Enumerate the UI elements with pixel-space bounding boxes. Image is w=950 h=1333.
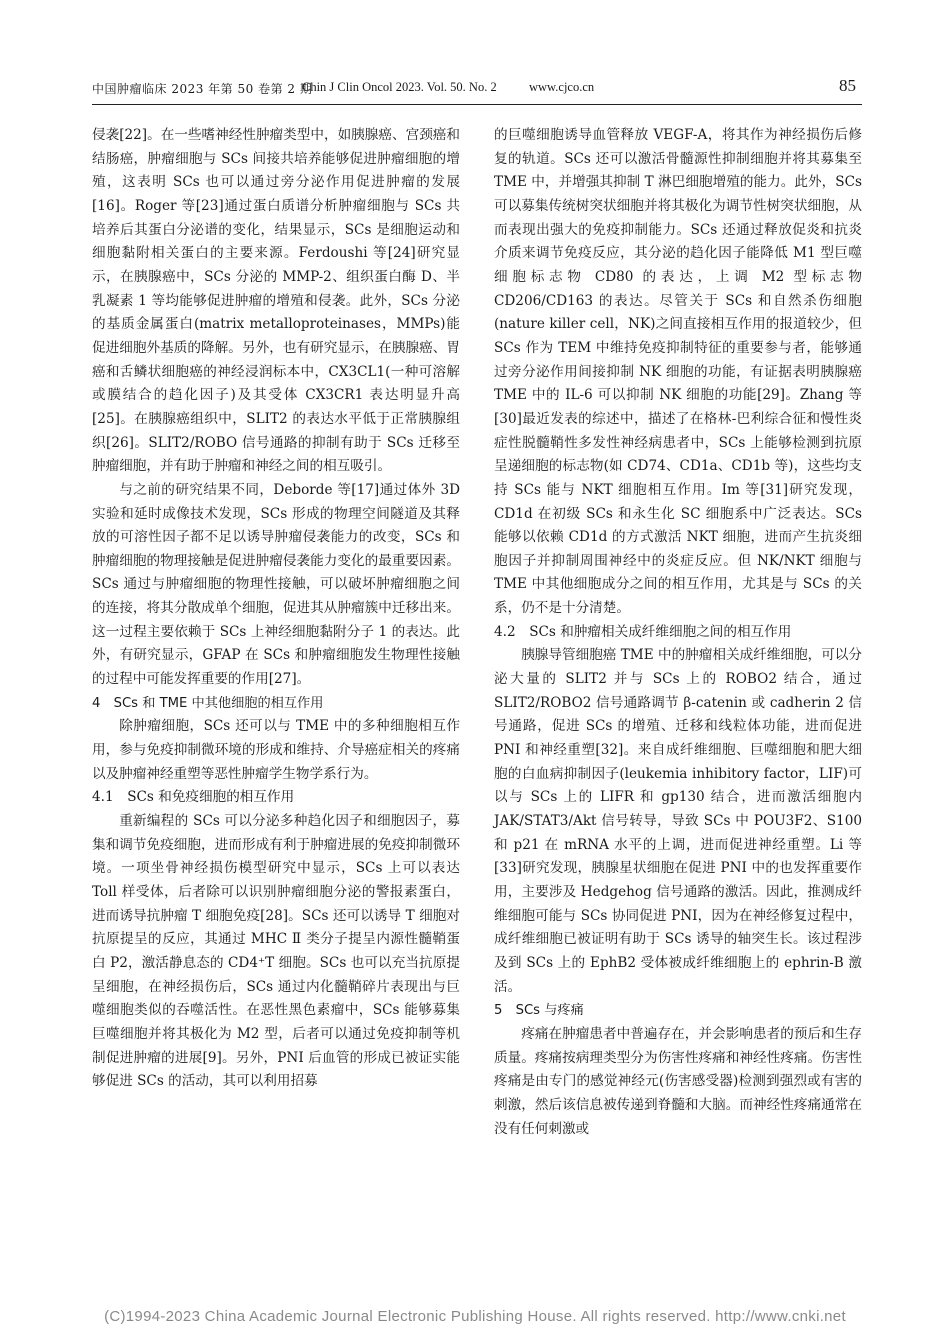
journal-title-cn: 中国肿瘤临床 2023 年第 50 卷第 2 期 — [92, 82, 313, 96]
running-header — [92, 76, 862, 102]
paragraph: 疼痛在肿瘤患者中普遍存在，并会影响患者的预后和生存质量。疼痛按病理类型分为伤害性疼痛和神经性疼痛。伤害性疼痛是由专门的感觉神经元(伤害感受器)检测到强烈或有害的刺激，然后该信息被传递到脊髓和大脑。而神经性疼痛通常在没有任何刺激或 — [494, 1025, 862, 1137]
paragraph: 胰腺导管细胞癌 TME 中的肿瘤相关成纤维细胞，可以分泌大量的 SLIT2 并与 SCs 上的 ROBO2 结合，通过 SLIT2/ROBO2 信号通路调节 β-catenin 或 cadherin 2 信号通路，促进 SCs 的增殖、迁移和线粒体功能，进而促进 PNI 和神经重塑[32]。来自成纤维细胞、巨噬细胞和肥大细胞的白血病抑制因子(leukemia inhibitory factor，LIF)可以与 SCs 上的 LIFR 和 gp130 结合，进而激活细胞内 JAK/STAT3/Akt 信号转导，导致 SCs 中 POU3F2、S100 和 p21 在 mRNA 水平的上调，进而促进神经重塑。Li 等[33]研究发现，胰腺星状细胞在促进 PNI 中的也发挥重要作用，主要涉及 Hedgehog 信号通路的激活。因此，推测成纤维细胞可能与 SCs 协同促进 PNI，因为在神经修复过程中，成纤维细胞已被证明有助于 SCs 诱导的轴突生长。该过程涉及到 SCs 上的 EphB2 受体被成纤维细胞上的 ephrin-B 激活。 — [494, 647, 862, 995]
paragraph: 侵袭[22]。在一些嗜神经性肿瘤类型中，如胰腺癌、宫颈癌和结肠癌，肿瘤细胞与 SCs 间接共培养能够促进肿瘤细胞的增殖，这表明 SCs 也可以通过旁分泌作用促进肿瘤的发展[16]。Roger 等[23]通过蛋白质谱分析肿瘤细胞与 SCs 共培养后其蛋白分泌谱的变化，结果显示，SCs 是细胞运动和细胞黏附相关蛋白的主要来源。Ferdoushi 等[24]研究显示，在胰腺癌中，SCs 分泌的 MMP-2、组织蛋白酶 D、半乳凝素 1 等均能够促进肿瘤的增殖和侵袭。此外，SCs 分泌的基质金属蛋白(matrix metalloproteinases，MMPs)能促进细胞外基质的降解。另外，也有研究显示，在胰腺癌、胃癌和舌鳞状细胞癌的神经浸润标本中，CX3CL1(一种可溶解或膜结合的趋化因子)及其受体 CX3CR1 表达明显升高[25]。在胰腺癌组织中，SLIT2 的表达水平低于正常胰腺组织[26]。SLIT2/ROBO 信号通路的抑制有助于 SCs 迁移至肿瘤细胞，并有助于肿瘤和神经之间的相互吸引。 — [92, 127, 460, 475]
paragraph: 除肿瘤细胞，SCs 还可以与 TME 中的多种细胞相互作用，参与免疫抑制微环境的形成和维持、介导癌症相关的疼痛以及肿瘤神经重塑等恶性肿瘤学生物学系行为。 — [92, 718, 460, 782]
section-heading: 4 SCs 和 TME 中其他细胞的相互作用 — [92, 695, 324, 711]
paragraph: 与之前的研究结果不同，Deborde 等[17]通过体外 3D 实验和延时成像技术发现，SCs 形成的物理空间隧道及其释放的可溶性因子都不足以诱导肿瘤侵袭能力的改变，SCs 和肿瘤细胞的物理接触是促进肿瘤侵袭能力变化的最重要因素。SCs 通过与肿瘤细胞的物理性接触，可以破坏肿瘤细胞之间的连接，将其分散成单个细胞，促进其从肿瘤簇中迁移出来。这一过程主要依赖于 SCs 上神经细胞黏附分子 1 的表达。此外，有研究显示，GFAP 在 SCs 和肿瘤细胞发生物理性接触的过程中可能发挥重要的作用[27]。 — [92, 481, 460, 688]
journal-url: www.cjco.cn — [529, 80, 595, 94]
right-column — [494, 124, 862, 1141]
section-heading: 5 SCs 与疼痛 — [494, 1003, 584, 1019]
subsection-heading: 4.2 SCs 和肿瘤相关成纤维细胞之间的相互作用 — [494, 623, 792, 640]
paragraph: 重新编程的 SCs 可以分泌多种趋化因子和细胞因子，募集和调节免疫细胞，进而形成有利于肿瘤进展的免疫抑制微环境。一项坐骨神经损伤模型研究中显示，SCs 上可以表达 Toll 样受体，后者除可以识别肿瘤细胞分泌的警报素蛋白，进而诱导抗肿瘤 T 细胞免疫[28]。SCs 还可以诱导 T 细胞对抗原提呈的反应，其通过 MHC Ⅱ 类分子提呈内源性髓鞘蛋白 P2，激活静息态的 CD4⁺T 细胞。SCs 也可以充当抗原提呈细胞，在神经损伤后，SCs 通过内化髓鞘碎片表现出与巨噬细胞类似的吞噬活性。在恶性黑色素瘤中，SCs 能够募集巨噬细胞并将其极化为 M2 型，后者可以通过免疫抑制等机制促进肿瘤的进展[9]。另外，PNI 后血管的形成已被证实能够促进 SCs 的活动，其可以利用招募 — [92, 813, 460, 1090]
left-column — [92, 124, 460, 1094]
subsection-heading: 4.1 SCs 和免疫细胞的相互作用 — [92, 789, 295, 806]
copyright-footer: (C)1994-2023 China Academic Journal Electronic Publishing House. All rights reserved. http://www.cnki.net — [104, 1308, 846, 1325]
header-rule — [92, 104, 862, 105]
journal-title-en: Chin J Clin Oncol 2023. Vol. 50. No. 2 — [302, 80, 497, 94]
page-number: 85 — [839, 76, 856, 95]
paragraph: 的巨噬细胞诱导血管释放 VEGF-A，将其作为神经损伤后修复的轨道。SCs 还可以激活骨髓源性抑制细胞并将其募集至 TME 中，并增强其抑制 T 淋巴细胞增殖的能力。此外，SCs 可以募集传统树突状细胞并将其极化为调节性树突状细胞，从而表现出强大的免疫抑制能力。SCs 还通过释放促炎和抗炎介质来调节免疫反应，其分泌的趋化因子能降低 M1 型巨噬细胞标志物 CD80 的表达，上调 M2 型标志物 CD206/CD163 的表达。尽管关于 SCs 和自然杀伤细胞(nature killer cell，NK)之间直接相互作用的报道较少，但 SCs 作为 TEM 中维持免疫抑制特征的重要参与者，能够通过旁分泌作用间接抑制 NK 细胞的功能，有证据表明胰腺癌 TME 中的 IL-6 可以抑制 NK 细胞的功能[29]。Zhang 等[30]最近发表的综述中，描述了在格林-巴利综合征和慢性炎症性脱髓鞘性多发性神经病患者中，SCs 上能够检测到抗原呈递细胞的标志物(如 CD74、CD1a、CD1b 等)，这些均支持 SCs 能与 NKT 细胞相互作用。Im 等[31]研究发现，CD1d 在初级 SCs 和永生化 SC 细胞系中广泛表达。SCs 能够以依赖 CD1d 的方式激活 NKT 细胞，进而产生抗炎细胞因子并抑制周围神经中的炎症反应。但 NK/NKT 细胞与 TME 中其他细胞成分之间的相互作用，尤其是与 SCs 的关系，仍不是十分清楚。 — [494, 127, 862, 617]
